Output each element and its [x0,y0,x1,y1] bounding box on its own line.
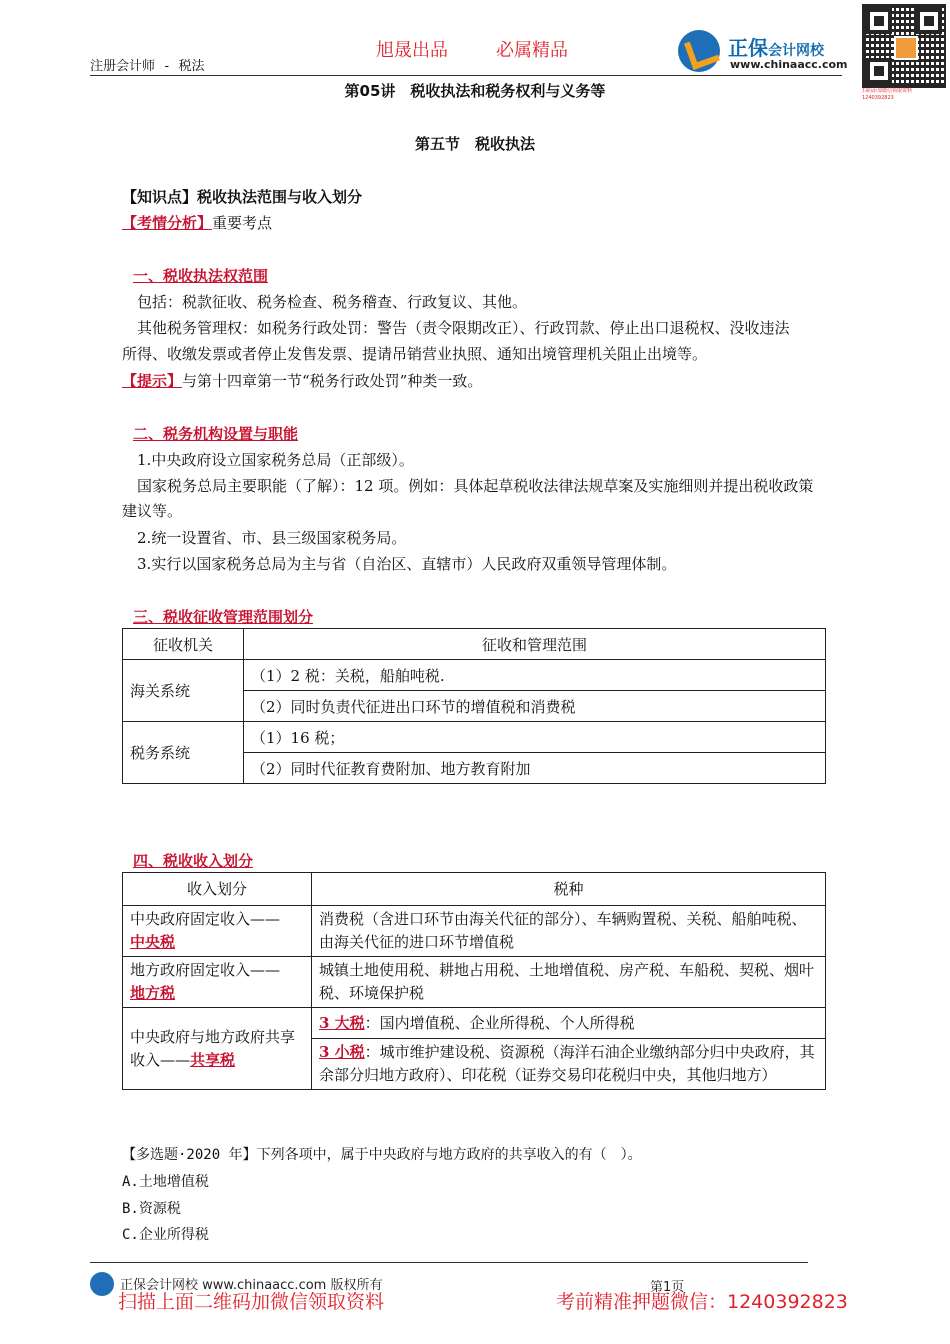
big-three-key: 3 大税 [319,1013,365,1032]
table-row [123,957,826,1008]
analysis-text: 重要考点 [212,214,273,232]
table-cell: 地方政府固定收入—— 地方税 [123,957,312,1008]
table-cell: （1）2 税：关税，船舶吨税. [244,660,826,691]
footer-logo-icon [90,1272,114,1296]
revenue-division-table [122,872,826,1090]
table-header-cell: 征收和管理范围 [244,629,826,660]
footer-divider [90,1262,808,1263]
knowledge-point: 【知识点】税收执法范围与收入划分 [122,188,363,206]
sec2-l4: 3.实行以国家税务总局为主与省（自治区、直辖市）人民政府双重领导管理体制。 [137,555,677,573]
section-title: 第五节 税收执法 [414,135,535,153]
small-three-key: 3 小税 [319,1043,365,1061]
tip-tag: 【提示】 [122,372,183,390]
table-cell: （2）同时代征教育费附加、地方教育附加 [244,753,826,784]
table-cell: 3 大税：国内增值税、企业所得税、个人所得税 [312,1008,826,1039]
central-tax-key: 中央税 [130,933,176,951]
local-tax-key: 地方税 [130,984,176,1002]
table-cell: 中央政府与地方政府共享收入——共享税 [123,1008,312,1090]
sec1-p1: 包括：税款征收、税务检查、税务稽查、行政复议、其他。 [137,293,528,311]
qr-caption: 扫码添加微信领取资料 1240392823 [862,88,913,101]
logo-mark-icon [678,30,720,72]
table-row [123,906,826,957]
logo-url: www.chinaacc.com [730,58,848,71]
qr-eye-icon [866,8,892,34]
logo-sub: 会计网校 [768,43,824,59]
course-name: 注册会计师 - 税法 [90,59,205,74]
table-header-row [123,629,826,660]
footer-copyright: 正保会计网校 www.chinaacc.com 版权所有 [120,1278,383,1293]
table-cell: 海关系统 [123,660,244,722]
table-header-cell: 税种 [312,873,826,906]
table-header-cell: 征收机关 [123,629,244,660]
footer-promo-left: 扫描上面二维码加微信领取资料 [118,1291,385,1313]
table-header-cell: 收入划分 [123,873,312,906]
table-row [123,1008,826,1039]
sec2-heading: 二、税务机构设置与职能 [133,425,299,443]
table-cell: 3 小税：城市维护建设税、资源税（海洋石油企业缴纳部分归中央政府，其余部分归地方政府）、印花税（证券交易印花税归中央，其他归地方） [312,1039,826,1090]
question-option-b[interactable]: B.资源税 [122,1201,181,1217]
sec1-p2a: 其他税务管理权：如税务行政处罚：警告（责令限期改正）、行政罚款、停止出口退税权、没收违法 [137,319,790,337]
table-cell: 中央政府固定收入—— 中央税 [123,906,312,957]
question-option-c[interactable]: C.企业所得税 [122,1227,209,1243]
lecture-title: 第05讲 税收执法和税务权利与义务等 [344,82,606,100]
sec2-l1: 1.中央政府设立国家税务总局（正部级）。 [137,451,414,469]
slogan-left: 旭晟出品 [376,40,448,61]
table-header-row [123,873,826,906]
table-row [123,722,826,753]
sec1-p2b: 所得、收缴发票或者停止发售发票、提请吊销营业执照、通知出境管理机关阻止出境等。 [122,345,708,363]
table-row [123,660,826,691]
table-cell: 消费税（含进口环节由海关代征的部分）、车辆购置税、关税、船舶吨税、由海关代征的进口环节增值税 [312,906,826,957]
brand-logo[interactable] [678,30,858,76]
table-cell: （1）16 税； [244,722,826,753]
sec2-l2a: 国家税务总局主要职能（了解）：12 项。例如：具体起草税收法律法规草案及实施细则并提出税收政策 [137,477,814,495]
sec2-l3: 2.统一设置省、市、县三级国家税务局。 [137,529,407,547]
sec4-heading: 四、税收收入划分 [133,852,254,870]
question-stem: 【多选题·2020 年】下列各项中，属于中央政府与地方政府的共享收入的有（ ）。 [122,1147,642,1163]
footer-promo-right: 考前精准押题微信：1240392823 [556,1291,848,1313]
collection-scope-table [122,628,826,784]
table-cell: 税务系统 [123,722,244,784]
page-number: 第1页 [650,1280,685,1295]
question-option-a[interactable]: A.土地增值税 [122,1174,209,1190]
sec3-heading: 三、税收征收管理范围划分 [133,608,314,626]
analysis-line [122,212,272,233]
table-cell: （2）同时负责代征进出口环节的增值税和消费税 [244,691,826,722]
analysis-tag: 【考情分析】 [122,214,213,232]
sec1-heading: 一、税收执法权范围 [133,267,269,285]
qr-code-icon[interactable] [862,4,946,88]
qr-center-logo-icon [894,36,918,60]
shared-tax-key: 共享税 [190,1050,236,1069]
table-cell: 城镇土地使用税、耕地占用税、土地增值税、房产税、车船税、契税、烟叶税、环境保护税 [312,957,826,1008]
sec1-tip [122,370,482,391]
logo-name: 正保会计网校 [728,36,824,60]
sec2-l2b: 建议等。 [122,502,183,520]
tip-text: 与第十四章第一节“税务行政处罚”种类一致。 [182,372,483,390]
slogan-right: 必属精品 [496,40,568,61]
qr-eye-icon [916,8,942,34]
